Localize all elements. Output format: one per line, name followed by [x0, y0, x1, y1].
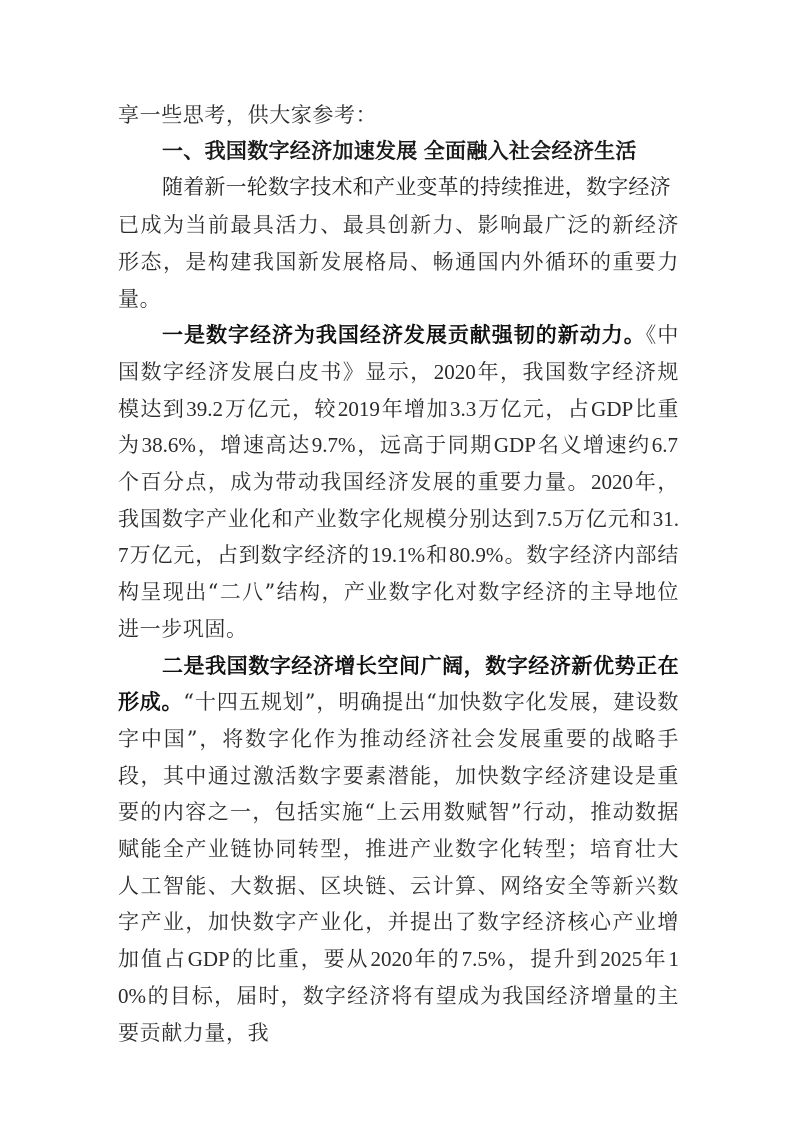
paragraph-3-lead-in: 二是我国数字经济增长空间广阔，数字经济新优势正在形成。	[118, 652, 679, 715]
text-run: 年的	[413, 947, 461, 972]
section-heading: 一、我国数字经济加速发展 全面融入社会经济生活	[162, 139, 637, 163]
text-column	[118, 97, 679, 1051]
abbr-gdp: GDP	[187, 947, 230, 972]
figure-year: 2020	[433, 359, 476, 384]
text-run: 年，我国数字产业化和产业数字化规模分别达到	[118, 470, 679, 531]
paragraph-3	[118, 648, 679, 1052]
figure-gdp-nominal-growth: 6.7	[651, 433, 678, 458]
text-run: 年增加	[380, 396, 449, 421]
figure-digital-industrialization: 7.5	[536, 506, 563, 531]
text-run: 年，我国数字经济规模达到	[118, 359, 679, 421]
paragraph-1-line-1: 随着新一轮数字技术和产业变革的持续推进，数字经济	[162, 176, 671, 200]
text-run: 个百分点，成为带动我国经济发展的重要力量。	[118, 470, 591, 495]
abbr-gdp: GDP	[591, 396, 634, 421]
figure-increase: 3.3	[450, 396, 477, 421]
figure-share-19-1: 19.1%	[370, 543, 426, 568]
text-run: 的目标，届时，数字经济将有望成为我国经济增量的主要贡献力量，我	[118, 983, 679, 1045]
paragraph-2-lead-in: 一是数字经济为我国经济发展贡献强韧的新动力。	[162, 322, 646, 348]
text-run: 《中国数字经济发展白皮书》显示，	[118, 323, 679, 384]
text-run: 比重为	[118, 396, 680, 458]
abbr-gdp: GDP	[493, 433, 536, 458]
paragraph-continuation: 享一些思考，供大家参考：	[118, 103, 378, 127]
text-run: 和	[426, 543, 449, 568]
figure-industrial-digitalization: 31.7	[118, 506, 679, 568]
figure-scale: 39.2	[186, 396, 224, 421]
text-run: 万亿元，占	[477, 396, 591, 421]
text-run: “十四五规划”，明确提出“加快数字化发展，建设数字中国”，将数字化作为推动经济社会发展重要的战略手段，其中通过激活数字要素潜能，加快数字经济建设是重要的内容之一，包括实施“上云用数赋智”行动，推动数据赋能全产业链协同转型，推进产业数字化转型；培育壮大人工智能、大数据、区块链、云计算、网络安全等新兴数字产业，加快数字产业化，并提出了数字经济核心产业增加值占	[118, 690, 679, 972]
text-run: 万亿元，较	[224, 396, 337, 421]
text-run: ，提升到	[506, 947, 600, 972]
text-run: 名义增速约	[536, 433, 651, 458]
text-run: 万亿元和	[563, 506, 652, 531]
figure-core-share-target: 10%	[118, 947, 679, 1008]
text-run: 年	[643, 947, 668, 972]
paragraph-1-body: 已成为当前最具活力、最具创新力、影响最广泛的新经济形态，是构建我国新发展格局、畅通国内外循环的重要力量。	[118, 213, 679, 311]
text-run: ，远高于同期	[356, 433, 493, 458]
text-run: 万亿元，占到数字经济的	[129, 543, 370, 568]
paragraph-2	[118, 317, 679, 647]
text-run: 的比重，要从	[230, 947, 370, 972]
figure-year: 2025	[600, 947, 643, 972]
figure-growth-rate: 9.7%	[311, 433, 356, 458]
figure-year: 2020	[370, 947, 413, 972]
figure-year: 2020	[591, 470, 634, 495]
figure-gdp-share: 38.6%	[141, 433, 196, 458]
figure-year: 2019	[337, 396, 380, 421]
text-run: ，增速高达	[196, 433, 311, 458]
figure-core-share-2020: 7.5%	[461, 947, 506, 972]
text-run: 。数字经济内部结构呈现出“二八”结构，产业数字化对数字经济的主导地位进一步巩固。	[118, 543, 679, 641]
figure-share-80-9: 80.9%	[449, 543, 504, 568]
